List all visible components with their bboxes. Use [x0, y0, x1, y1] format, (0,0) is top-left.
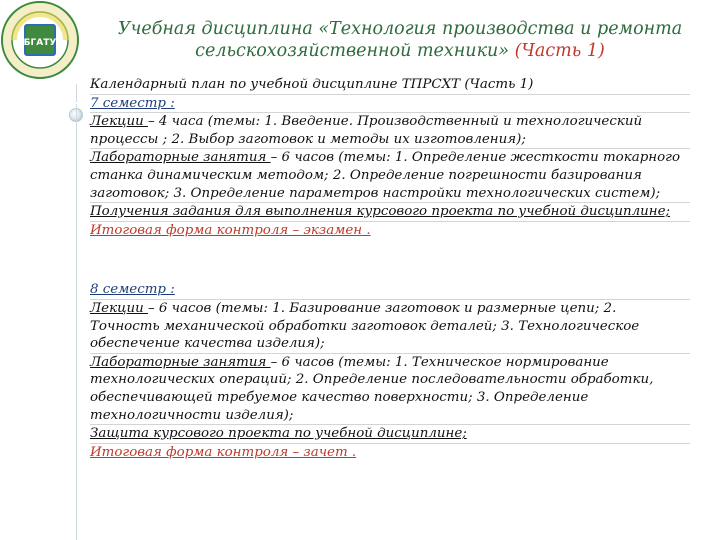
- sem8-labs-label: Лабораторные занятия: [90, 354, 271, 370]
- sem8-control: Итоговая форма контроля – зачет .: [90, 443, 690, 462]
- sem8-labs: [90, 353, 690, 424]
- semester-8-label: 8 семестр :: [90, 282, 175, 298]
- sem8-lectures: [90, 299, 690, 353]
- university-logo: [0, 0, 80, 80]
- sem7-control: Итоговая форма контроля – экзамен .: [90, 221, 690, 240]
- sem7-lectures-text: – 4 часа (темы: 1. Введение. Производственный и технологический процессы ; 2. Выбор заготовок и методы их изготовления);: [90, 114, 643, 147]
- sem7-lectures-label: Лекции: [90, 114, 148, 130]
- content-body: [90, 76, 690, 461]
- semester-7-label: 7 семестр :: [90, 95, 175, 111]
- slide-title: [100, 18, 700, 62]
- title-line-2: [100, 40, 700, 62]
- sem7-labs: [90, 148, 690, 202]
- sem8-lectures-text: – 6 часов (темы: 1. Базирование заготовок и размерные цепи; 2. Точность механической обработки заготовок деталей; 3. Технологическое обеспечение качества изделия);: [90, 300, 640, 352]
- sem8-labs-text: – 6 часов (темы: 1. Техническое нормирование технологических операций; 2. Определение последовательности обработки, обеспечивающей требуемое качество поверхности; 3. Определение технологичности изделия);: [90, 354, 654, 423]
- sem7-lectures: [90, 112, 690, 148]
- title-line-1: Учебная дисциплина «Технология производства и ремонта: [117, 19, 683, 39]
- sem7-labs-label: Лабораторные занятия: [90, 150, 271, 166]
- sem7-project: Получения задания для выполнения курсового проекта по учебной дисциплине;: [90, 202, 690, 221]
- decorative-line-top: [76, 84, 77, 102]
- decorative-line: [76, 104, 77, 540]
- sem8-project: Защита курсового проекта по учебной дисциплине;: [90, 424, 690, 443]
- title-part: (Часть 1): [514, 41, 605, 61]
- title-line-2-text: сельскохозяйственной техники»: [195, 41, 515, 61]
- plan-heading: Календарный план по учебной дисциплине ТПРСХТ (Часть 1): [90, 77, 534, 92]
- sem8-lectures-label: Лекции: [90, 300, 148, 316]
- sem7-labs-text: – 6 часов (темы: 1. Определение жесткости токарного станка динамическим методом; 2. Определение погрешности базирования заготовок; 3. Определение параметров настройки технологических систем);: [90, 150, 681, 201]
- logo-emblem-text: БГАТУ: [23, 38, 57, 48]
